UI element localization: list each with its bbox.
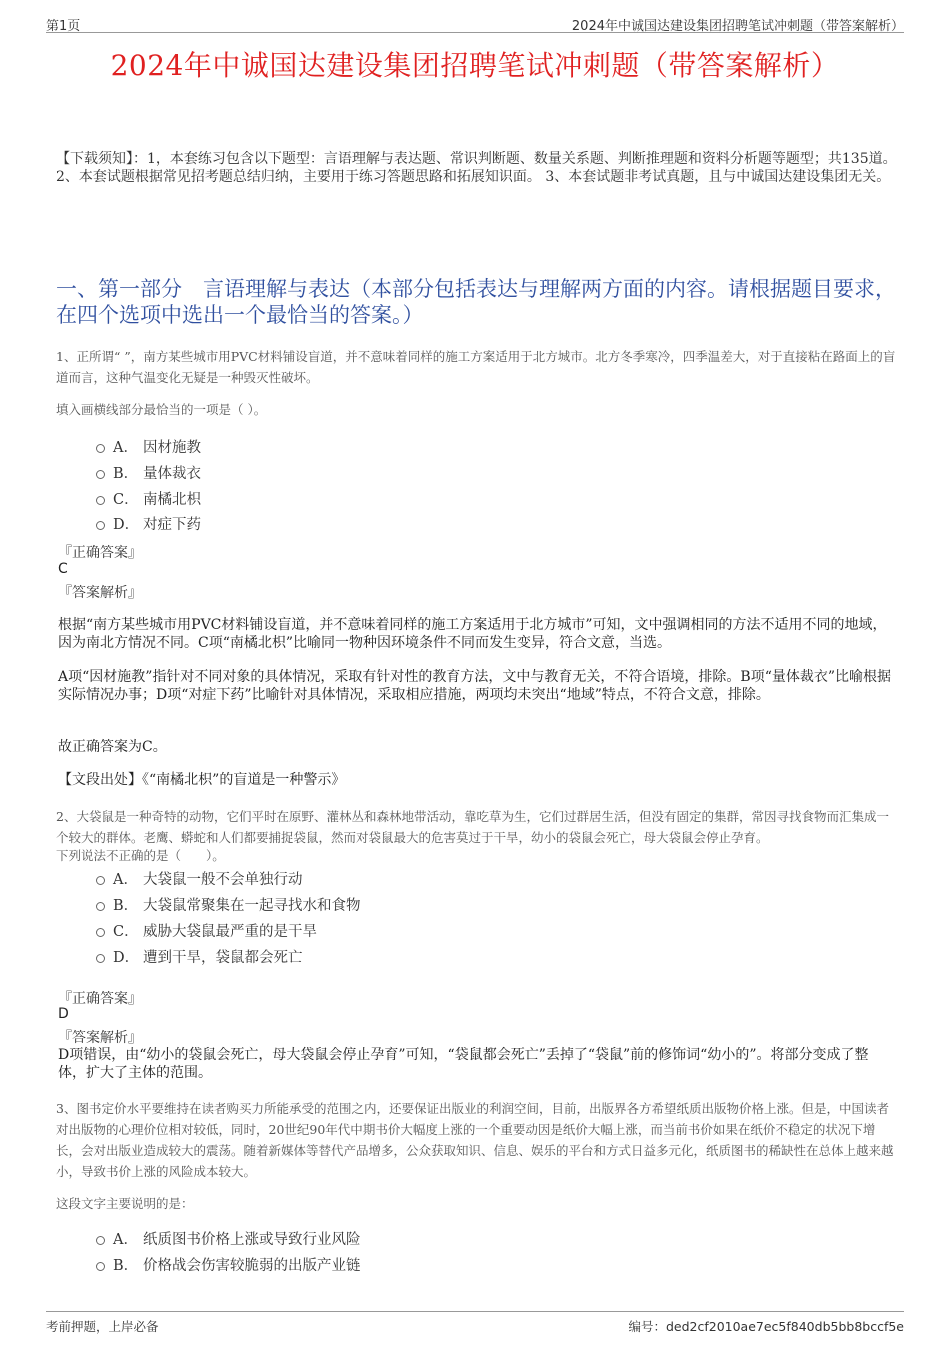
footer-code-value: ded2cf2010ae7ec5f840db5bb8bccf5e [665,1319,904,1334]
page-header [46,12,904,33]
option-text: 大袋鼠常聚集在一起寻找水和食物 [143,897,361,914]
option-text: 遭到干旱，袋鼠都会死亡 [143,949,303,966]
question-1-analysis-para-2: A项“因材施教”指针对不同对象的具体情况，采取有针对性的教育方法，文中与教育无关，不符合语境，排除。B项“量体裁衣”比喻根据实际情况办事；D项“对症下药”比喻针对具体情况，采取相应措施，两项均未突出“地域”特点，不符合文意，排除。 [58,669,892,703]
question-2-answer: D [58,1006,69,1022]
section-heading: 一、第一部分 言语理解与表达（本部分包括表达与理解两方面的内容。请根据题目要求，在四个选项中选出一个最恰当的答案。） [56,277,896,327]
question-2-option-c[interactable] [96,920,317,940]
option-text: 量体裁衣 [143,465,201,482]
question-1-answer-label: 『正确答案』 [58,545,142,561]
option-letter: D． [113,949,140,966]
question-2-option-a[interactable] [96,868,303,888]
radio-icon[interactable] [96,902,105,911]
radio-icon[interactable] [96,521,105,530]
question-2-stem: 2、大袋鼠是一种奇特的动物，它们平时在原野、灌林丛和森林地带活动，靠吃草为生，它们过群居生活，但没有固定的集群，常因寻找食物而汇集成一个较大的群体。老鹰、蟒蛇和人们都要捕捉袋鼠，然而对袋鼠最大的危害莫过于干旱，幼小的袋鼠会死亡，母大袋鼠会停止孕育。 [56,809,889,845]
option-text: 大袋鼠一般不会单独行动 [143,871,303,888]
question-1-source: 【文段出处】《“南橘北枳”的盲道是一种警示》 [58,772,346,788]
radio-icon[interactable] [96,444,105,453]
question-1-stem: 1、正所谓“ ”，南方某些城市用PVC材料铺设盲道，并不意味着同样的施工方案适用于北方城市。北方冬季寒冷，四季温差大，对于直接粘在路面上的盲道而言，这种气温变化无疑是一种毁灭性破坏。 [56,349,896,385]
option-text: 纸质图书价格上涨或导致行业风险 [143,1231,361,1248]
option-text: 价格战会伤害较脆弱的出版产业链 [143,1257,361,1274]
question-2-option-d[interactable] [96,946,303,966]
footer-code [628,1317,904,1335]
option-letter: C． [113,491,139,508]
radio-icon[interactable] [96,876,105,885]
question-2-option-b[interactable] [96,894,361,914]
header-doc-title: 2024年中诚国达建设集团招聘笔试冲刺题（带答案解析） [571,19,904,34]
radio-icon[interactable] [96,1262,105,1271]
question-3-stem: 3、图书定价水平要维持在读者购买力所能承受的范围之内，还要保证出版业的利润空间，目前，出版界各方希望纸质出版物价格上涨。但是，中国读者对出版物的心理价位相对较低，同时，20世纪90年代中期书价大幅度上涨的一个重要动因是纸价大幅上涨，而当前书价如果在纸价不稳定的状况下增长，会对出版业造成较大的震荡。随着新媒体等替代产品增多，公众获取知识、信息、娱乐的平台和方式日益多元化，纸质图书的稀缺性在总体上越来越小，导致书价上涨的风险成本较大。 [56,1101,894,1179]
option-letter: B． [113,897,139,914]
question-2-analysis-label: 『答案解析』 [58,1030,142,1046]
question-1-analysis-label: 『答案解析』 [58,585,142,601]
option-letter: D． [113,516,140,533]
option-text: 因材施教 [143,439,201,456]
question-3-option-b[interactable] [96,1254,361,1274]
option-text: 对症下药 [143,516,201,533]
question-3-option-a[interactable] [96,1228,361,1248]
option-letter: A． [113,439,138,456]
question-1-option-d[interactable] [96,513,201,533]
download-notice: 【下载须知】：1，本套练习包含以下题型：言语理解与表达题、常识判断题、数量关系题、判断推理题和资料分析题等题型；共135道。 2、本套试题根据常见招考题总结归纳，主要用于练习答题思路和拓展知识面。 3、本套试题非考试真题，且与中诚国达建设集团无关。 [56,151,897,185]
page-title: 2024年中诚国达建设集团招聘笔试冲刺题（带答案解析） [110,49,840,82]
question-2-prompt: 下列说法不正确的是（ ）。 [56,848,225,863]
question-2-answer-label: 『正确答案』 [58,991,142,1007]
option-letter: C． [113,923,139,940]
question-1-analysis-para-1: 根据“南方某些城市用PVC材料铺设盲道，并不意味着同样的施工方案适用于北方城市”可知，文中强调相同的方法不适用不同的地域，因为南北方情况不同。C项“南橘北枳”比喻同一物种因环境条件不同而发生变异，符合文意，当选。 [58,617,887,651]
question-1-option-a[interactable] [96,436,201,456]
footer-code-label: 编号： [628,1319,666,1334]
radio-icon[interactable] [96,954,105,963]
radio-icon[interactable] [96,496,105,505]
question-1-option-b[interactable] [96,462,201,482]
radio-icon[interactable] [96,928,105,937]
radio-icon[interactable] [96,470,105,479]
option-letter: B． [113,1257,139,1274]
question-2-analysis-para-1: D项错误，由“幼小的袋鼠会死亡，母大袋鼠会停止孕育”可知，“袋鼠都会死亡”丢掉了“袋鼠”前的修饰词“幼小的”。将部分变成了整体，扩大了主体的范围。 [58,1047,869,1081]
page-footer [46,1311,904,1336]
question-1-option-c[interactable] [96,488,201,508]
option-text: 威胁大袋鼠最严重的是干旱 [143,923,317,940]
footer-slogan: 考前押题，上岸必备 [46,1319,159,1334]
page-number: 第1页 [46,19,81,34]
option-letter: A． [113,1231,138,1248]
option-letter: A． [113,871,138,888]
option-text: 南橘北枳 [143,491,201,508]
question-1-prompt: 填入画横线部分最恰当的一项是（ ）。 [56,402,267,417]
radio-icon[interactable] [96,1236,105,1245]
question-3-prompt: 这段文字主要说明的是： [56,1196,194,1211]
question-1-analysis-para-3: 故正确答案为C。 [58,739,167,755]
option-letter: B． [113,465,139,482]
question-1-answer: C [58,561,68,577]
